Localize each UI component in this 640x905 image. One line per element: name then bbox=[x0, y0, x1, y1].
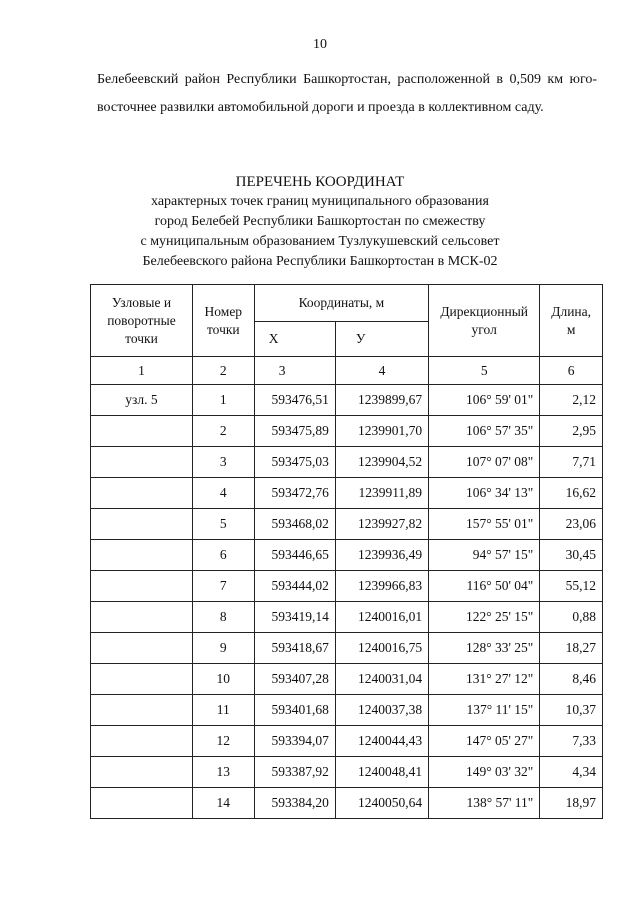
cell-number: 9 bbox=[192, 633, 254, 664]
cell-node bbox=[91, 602, 193, 633]
cell-direction: 131° 27' 12" bbox=[429, 664, 540, 695]
table-row bbox=[91, 416, 603, 447]
cell-y: 1239911,89 bbox=[335, 478, 428, 509]
cell-x: 593472,76 bbox=[254, 478, 335, 509]
cell-length: 30,45 bbox=[540, 540, 603, 571]
cell-x: 593475,89 bbox=[254, 416, 335, 447]
heading-title: ПЕРЕЧЕНЬ КООРДИНАТ bbox=[235, 174, 405, 190]
cell-direction: 149° 03' 32" bbox=[429, 757, 540, 788]
cell-number: 13 bbox=[192, 757, 254, 788]
header-direction: Дирекционный угол bbox=[429, 285, 540, 357]
cell-y: 1240037,38 bbox=[335, 695, 428, 726]
cell-direction: 106° 59' 01" bbox=[429, 385, 540, 416]
header-y: У bbox=[335, 322, 428, 357]
cell-x: 593387,92 bbox=[254, 757, 335, 788]
intro-text: Белебеевский район Республики Башкортостан, расположенной в 0,509 км юго-восточнее развилки автомобильной дороги и проезда в коллективном саду. bbox=[97, 72, 597, 115]
cell-direction: 122° 25' 15" bbox=[429, 602, 540, 633]
cell-direction: 138° 57' 11" bbox=[429, 788, 540, 819]
cell-direction: 107° 07' 08" bbox=[429, 447, 540, 478]
cell-length: 18,27 bbox=[540, 633, 603, 664]
cell-x: 593407,28 bbox=[254, 664, 335, 695]
cell-y: 1240016,01 bbox=[335, 602, 428, 633]
table-header-row bbox=[91, 285, 603, 322]
column-number-row bbox=[91, 357, 603, 385]
cell-direction: 116° 50' 04" bbox=[429, 571, 540, 602]
cell-x: 593475,03 bbox=[254, 447, 335, 478]
heading-line: Белебеевского района Республики Башкортостан в МСК-02 bbox=[142, 254, 498, 269]
cell-number: 2 bbox=[192, 416, 254, 447]
cell-node bbox=[91, 509, 193, 540]
cell-node bbox=[91, 788, 193, 819]
cell-x: 593444,02 bbox=[254, 571, 335, 602]
header-length: Длина, м bbox=[540, 285, 603, 357]
table-row bbox=[91, 447, 603, 478]
cell-y: 1239927,82 bbox=[335, 509, 428, 540]
cell-length: 2,95 bbox=[540, 416, 603, 447]
cell-x: 593394,07 bbox=[254, 726, 335, 757]
cell-y: 1240050,64 bbox=[335, 788, 428, 819]
cell-number: 8 bbox=[192, 602, 254, 633]
cell-number: 11 bbox=[192, 695, 254, 726]
cell-y: 1240048,41 bbox=[335, 757, 428, 788]
cell-x: 593419,14 bbox=[254, 602, 335, 633]
column-number: 3 bbox=[254, 357, 335, 385]
column-number: 1 bbox=[91, 357, 193, 385]
cell-x: 593476,51 bbox=[254, 385, 335, 416]
cell-number: 3 bbox=[192, 447, 254, 478]
cell-length: 8,46 bbox=[540, 664, 603, 695]
table-row bbox=[91, 633, 603, 664]
cell-length: 7,33 bbox=[540, 726, 603, 757]
cell-node bbox=[91, 540, 193, 571]
cell-direction: 106° 34' 13" bbox=[429, 478, 540, 509]
table-row bbox=[91, 540, 603, 571]
cell-x: 593446,65 bbox=[254, 540, 335, 571]
cell-number: 1 bbox=[192, 385, 254, 416]
cell-length: 0,88 bbox=[540, 602, 603, 633]
coordinates-table bbox=[90, 284, 603, 819]
intro-paragraph bbox=[97, 66, 597, 122]
cell-length: 18,97 bbox=[540, 788, 603, 819]
table-row bbox=[91, 571, 603, 602]
column-number: 2 bbox=[192, 357, 254, 385]
column-number: 5 bbox=[429, 357, 540, 385]
cell-node bbox=[91, 757, 193, 788]
cell-direction: 128° 33' 25" bbox=[429, 633, 540, 664]
table-row bbox=[91, 509, 603, 540]
cell-x: 593418,67 bbox=[254, 633, 335, 664]
cell-x: 593401,68 bbox=[254, 695, 335, 726]
cell-length: 7,71 bbox=[540, 447, 603, 478]
cell-y: 1240031,04 bbox=[335, 664, 428, 695]
cell-node: узл. 5 bbox=[91, 385, 193, 416]
cell-y: 1239936,49 bbox=[335, 540, 428, 571]
cell-length: 23,06 bbox=[540, 509, 603, 540]
cell-x: 593468,02 bbox=[254, 509, 335, 540]
table-row bbox=[91, 695, 603, 726]
cell-node bbox=[91, 664, 193, 695]
header-node: Узловые и поворотные точки bbox=[91, 285, 193, 357]
table-row bbox=[91, 757, 603, 788]
cell-y: 1240044,43 bbox=[335, 726, 428, 757]
cell-node bbox=[91, 633, 193, 664]
cell-y: 1239904,52 bbox=[335, 447, 428, 478]
cell-y: 1239901,70 bbox=[335, 416, 428, 447]
cell-direction: 106° 57' 35" bbox=[429, 416, 540, 447]
cell-direction: 147° 05' 27" bbox=[429, 726, 540, 757]
cell-direction: 137° 11' 15" bbox=[429, 695, 540, 726]
table-row bbox=[91, 726, 603, 757]
table-row bbox=[91, 478, 603, 509]
column-number: 6 bbox=[540, 357, 603, 385]
column-number: 4 bbox=[335, 357, 428, 385]
heading-line: город Белебей Республики Башкортостан по смежеству bbox=[154, 214, 486, 229]
table-row bbox=[91, 602, 603, 633]
table-row bbox=[91, 385, 603, 416]
cell-node bbox=[91, 571, 193, 602]
cell-node bbox=[91, 478, 193, 509]
cell-y: 1239966,83 bbox=[335, 571, 428, 602]
cell-number: 5 bbox=[192, 509, 254, 540]
cell-number: 7 bbox=[192, 571, 254, 602]
cell-direction: 94° 57' 15" bbox=[429, 540, 540, 571]
cell-direction: 157° 55' 01" bbox=[429, 509, 540, 540]
cell-node bbox=[91, 726, 193, 757]
header-x: X bbox=[254, 322, 335, 357]
cell-length: 10,37 bbox=[540, 695, 603, 726]
document-heading bbox=[0, 172, 640, 272]
table-body bbox=[91, 385, 603, 819]
header-coordinates: Координаты, м bbox=[254, 285, 428, 322]
cell-number: 12 bbox=[192, 726, 254, 757]
cell-number: 10 bbox=[192, 664, 254, 695]
cell-length: 4,34 bbox=[540, 757, 603, 788]
cell-number: 4 bbox=[192, 478, 254, 509]
heading-line: характерных точек границ муниципального образования bbox=[151, 194, 489, 209]
cell-length: 16,62 bbox=[540, 478, 603, 509]
cell-node bbox=[91, 416, 193, 447]
table-row bbox=[91, 664, 603, 695]
cell-number: 14 bbox=[192, 788, 254, 819]
cell-length: 55,12 bbox=[540, 571, 603, 602]
cell-y: 1239899,67 bbox=[335, 385, 428, 416]
cell-node bbox=[91, 447, 193, 478]
page-number: 10 bbox=[313, 37, 327, 52]
header-number: Номер точки bbox=[192, 285, 254, 357]
cell-node bbox=[91, 695, 193, 726]
cell-length: 2,12 bbox=[540, 385, 603, 416]
cell-x: 593384,20 bbox=[254, 788, 335, 819]
table-row bbox=[91, 788, 603, 819]
cell-y: 1240016,75 bbox=[335, 633, 428, 664]
heading-line: с муниципальным образованием Тузлукушевский сельсовет bbox=[140, 234, 500, 249]
cell-number: 6 bbox=[192, 540, 254, 571]
